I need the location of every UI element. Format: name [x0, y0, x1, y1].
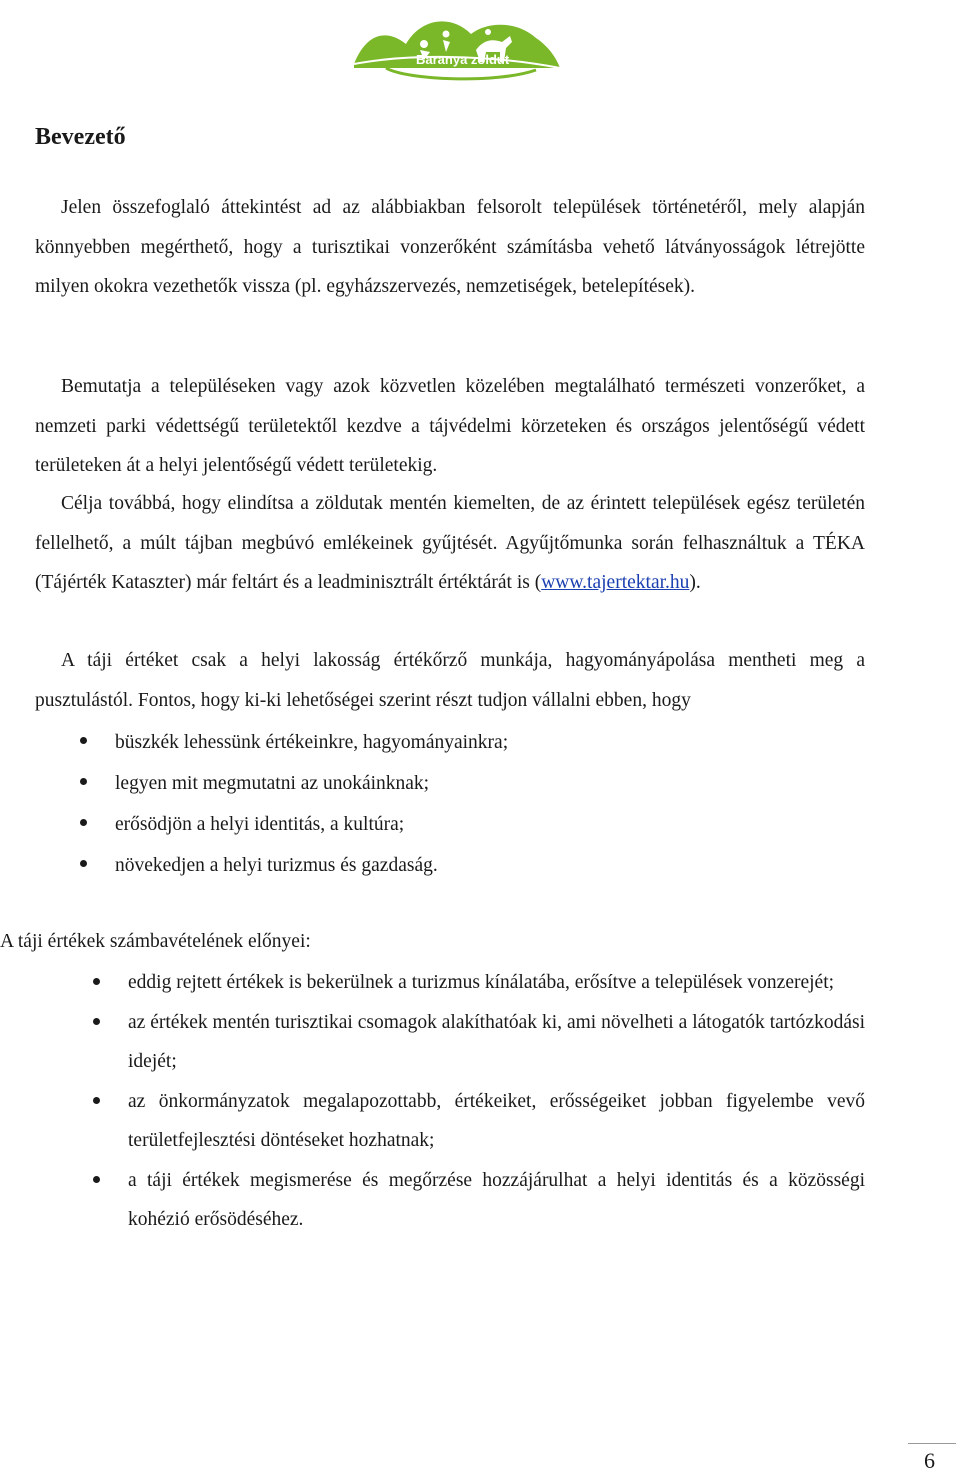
advantages-heading: A táji értékek számbavételének előnyei: — [0, 931, 311, 952]
list-item-text: növekedjen a helyi turizmus és gazdaság. — [115, 855, 438, 876]
bullet-icon — [80, 860, 87, 867]
natural-attractions-paragraph: Bemutatja a településeken vagy azok közvetlen közelében megtalálható természeti vonzerőket, a nemzeti parki védettségű területektől kezdve a tájvédelmi körzeteken és országos jelentőségű védett területeken át a helyi jelentőségű védett területekig. — [35, 376, 865, 476]
bullet-icon — [93, 978, 100, 985]
list-item — [93, 963, 865, 1003]
list-item — [80, 804, 860, 845]
list-item — [80, 722, 860, 763]
logo-graphic-icon — [346, 4, 566, 100]
benefits-list — [80, 722, 860, 886]
list-item — [80, 763, 860, 804]
list-item — [93, 1003, 865, 1082]
svg-text:Baranya zöldút: Baranya zöldút — [416, 52, 510, 67]
list-item-text: erősödjön a helyi identitás, a kultúra; — [115, 814, 405, 835]
list-item-text: az értékek mentén turisztikai csomagok alakíthatóak ki, ami növelheti a látogatók tartózkodási idejét; — [128, 1011, 865, 1072]
intro-paragraph: Jelen összefoglaló áttekintést ad az alábbiakban felsorolt települések történetéről, mely alapján könnyebben megérthető, hogy a turisztikai vonzerőként számításba vehető látványosságok létrejötte milyen okokra vezethetők vissza (pl. egyházszervezés, nemzetiségek, betelepítések). — [35, 197, 865, 297]
bullet-icon — [93, 1176, 100, 1183]
bullet-icon — [80, 778, 87, 785]
list-item-text: eddig rejtett értékek is bekerülnek a turizmus kínálatába, erősítve a települések vonzerejét; — [128, 972, 835, 993]
bullet-icon — [80, 737, 87, 744]
bullet-icon — [93, 1018, 100, 1025]
bullet-icon — [80, 819, 87, 826]
tajertektar-link[interactable]: www.tajertektar.hu — [541, 572, 690, 593]
list-item-text: legyen mit megmutatni az unokáinknak; — [115, 773, 430, 794]
page-number-rule — [908, 1443, 956, 1444]
list-item — [93, 1082, 865, 1161]
local-values-paragraph: A táji értéket csak a helyi lakosság értékőrző munkája, hagyományápolása mentheti meg a pusztulástól. Fontos, hogy ki-ki lehetőségei szerint részt tudjon vállalni ebben, hogy — [35, 650, 865, 711]
list-item — [93, 1161, 865, 1240]
list-item-text: büszkék lehessünk értékeinkre, hagyományainkra; — [115, 732, 509, 753]
collection-goal-paragraph — [35, 484, 865, 603]
page-title: Bevezető — [35, 124, 126, 150]
page-number: 6 — [924, 1448, 935, 1473]
collection-goal-text-end: ). — [689, 572, 701, 593]
baranya-zoldut-logo — [346, 4, 566, 100]
collection-goal-text: Célja továbbá, hogy elindítsa a zöldutak mentén kiemelten, de az érintett települések egész területén fellelhető, a múlt tájban megbúvó emlékeinek gyűjtését. Agyűjtőmunka során felhasználtuk a TÉKA (Tájérték Kataszter) már feltárt és a leadminisztrált értéktárát is ( — [35, 493, 865, 593]
bullet-icon — [93, 1097, 100, 1104]
list-item — [80, 845, 860, 886]
advantages-list — [93, 963, 865, 1240]
list-item-text: az önkormányzatok megalapozottabb, értékeiket, erősségeiket jobban figyelembe vevő területfejlesztési döntéseket hozhatnak; — [128, 1090, 865, 1151]
list-item-text: a táji értékek megismerése és megőrzése hozzájárulhat a helyi identitás és a közösségi kohézió erősödéséhez. — [128, 1169, 865, 1230]
